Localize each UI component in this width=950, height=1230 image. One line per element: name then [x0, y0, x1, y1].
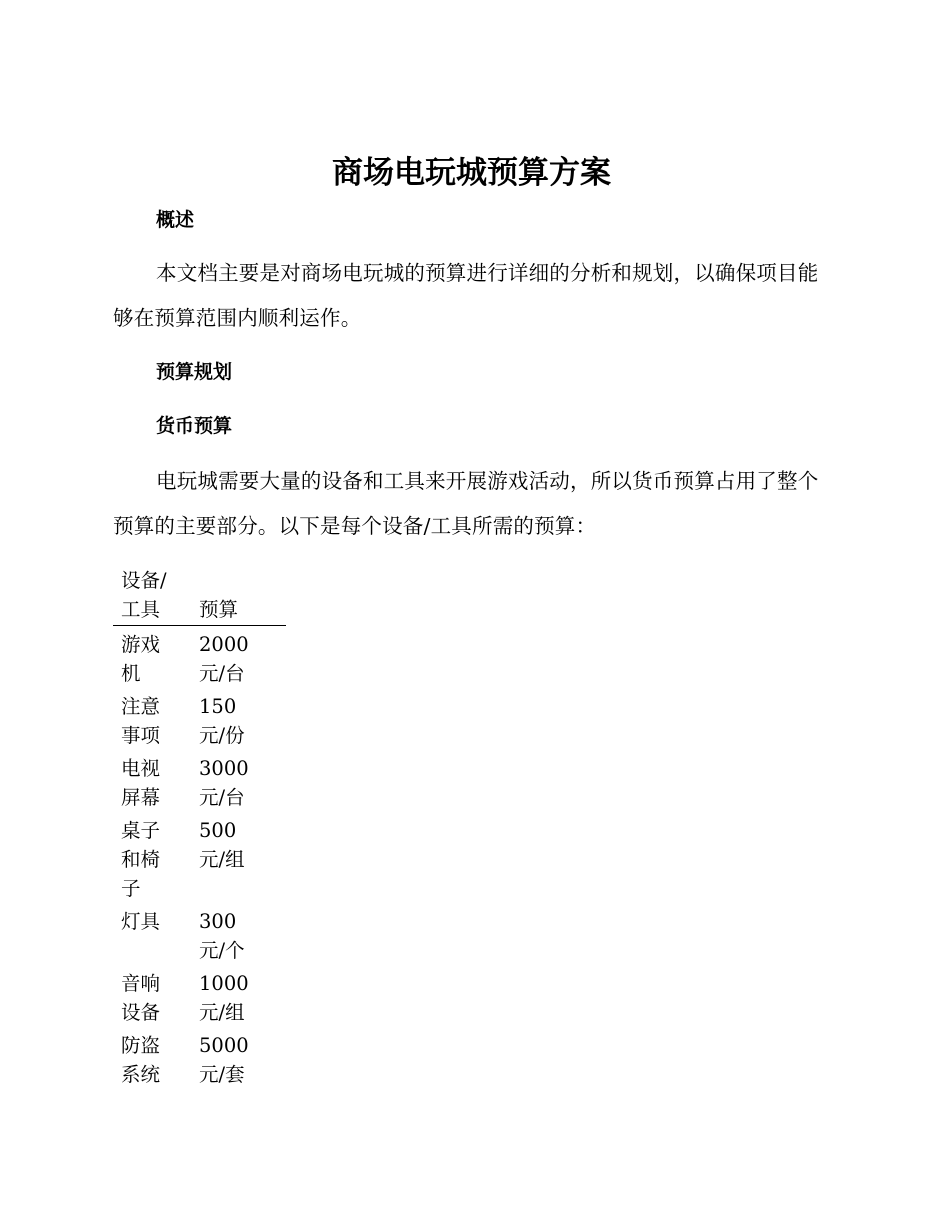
budget-table [113, 566, 286, 1089]
table-row [113, 903, 286, 965]
table-cell-budget: 5000 元/套 [199, 1034, 249, 1086]
currency-paragraph: 电玩城需要大量的设备和工具来开展游戏活动，所以货币预算占用了整个预算的主要部分。以下是每个设备/工具所需的预算： [113, 469, 819, 538]
table-cell-equipment: 音响设备 [121, 972, 161, 1024]
table-cell-budget: 2000 元/台 [199, 633, 249, 685]
table-cell-equipment: 防盗系统 [121, 1034, 161, 1086]
table-row [113, 750, 286, 812]
table-cell-budget: 300 元/个 [199, 910, 245, 962]
table-cell-equipment: 游戏机 [121, 633, 161, 685]
header-equipment: 设备/工具 [113, 566, 199, 626]
currency-heading: 货币预算 [156, 415, 233, 437]
table-row [113, 965, 286, 1027]
table-row [113, 1027, 286, 1089]
table-cell-equipment: 桌子和椅子 [121, 819, 161, 900]
table-header-row [113, 566, 286, 626]
overview-heading: 概述 [156, 209, 195, 231]
table-row [113, 688, 286, 750]
overview-paragraph: 本文档主要是对商场电玩城的预算进行详细的分析和规划，以确保项目能够在预算范围内顺利运作。 [113, 261, 819, 330]
table-cell-budget: 1000 元/组 [199, 972, 249, 1024]
table-cell-equipment: 电视屏幕 [121, 757, 161, 809]
table-row [113, 626, 286, 689]
header-budget: 预算 [199, 566, 286, 626]
table-cell-equipment: 灯具 [121, 910, 161, 933]
table-cell-budget: 150 元/份 [199, 695, 245, 747]
planning-heading: 预算规划 [156, 361, 233, 383]
table-cell-budget: 500 元/组 [199, 819, 245, 871]
table-cell-equipment: 注意事项 [121, 695, 161, 747]
table-row [113, 812, 286, 903]
document-title: 商场电玩城预算方案 [332, 155, 611, 191]
table-cell-budget: 3000 元/台 [199, 757, 249, 809]
